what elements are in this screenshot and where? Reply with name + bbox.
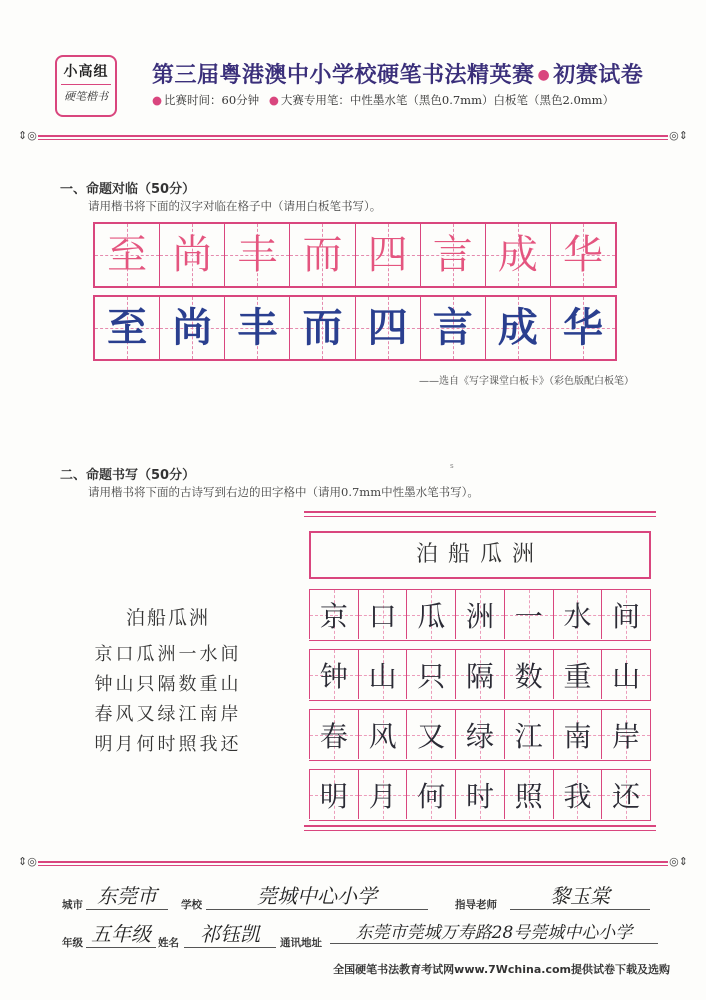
ornament-icon: ◎⇕ [669, 129, 688, 142]
section2-instructions: 请用楷书将下面的古诗写到右边的田字格中（请用0.7mm中性墨水笔书写）。 [88, 485, 479, 499]
written-char: 风 [368, 719, 397, 753]
tian-grid-cell [309, 590, 358, 639]
bullet-icon: ● [537, 67, 551, 83]
tian-grid-cell [486, 297, 551, 359]
written-char: 岸 [612, 719, 641, 753]
model-char: 四 [367, 232, 408, 278]
footer-note: 全国硬笔书法教育考试网www.7Wchina.com提供试卷下载及选购 [333, 963, 670, 976]
tian-grid-cell [225, 224, 290, 286]
written-char: 明 [319, 779, 348, 813]
model-char: 华 [562, 232, 603, 278]
tian-grid-cell [504, 770, 553, 819]
writing-row [309, 769, 651, 821]
model-char: 尚 [172, 232, 213, 278]
written-char: 数 [514, 659, 543, 693]
tian-grid-cell [421, 297, 486, 359]
page-title [152, 58, 643, 89]
tian-grid-cell [455, 710, 504, 759]
tian-grid-cell [358, 770, 407, 819]
model-chars-row [93, 222, 617, 288]
tian-grid-cell [486, 224, 551, 286]
city-field[interactable]: 东莞市 [86, 880, 168, 910]
written-char: 钟 [319, 659, 348, 693]
poem-line: 明月何时照我还 [94, 734, 242, 755]
exam-time: 比赛时间：60分钟 [164, 93, 260, 107]
model-char: 至 [107, 232, 148, 278]
writing-row [309, 709, 651, 761]
bullet-icon: ● [268, 93, 279, 107]
tian-grid-cell [309, 770, 358, 819]
tian-grid-cell [504, 710, 553, 759]
bullet-icon: ● [152, 93, 163, 107]
copied-char: 言 [432, 304, 473, 351]
tian-grid-cell [553, 650, 602, 699]
school-label: 学校 [181, 899, 202, 911]
writing-row [309, 649, 651, 701]
written-char: 山 [368, 659, 397, 693]
teacher-field[interactable]: 黎玉棠 [510, 880, 650, 910]
tian-grid-cell [455, 770, 504, 819]
written-char: 何 [417, 779, 446, 813]
written-char: 只 [417, 659, 446, 693]
written-char: 一 [514, 599, 543, 633]
written-char: 春 [319, 719, 348, 753]
written-char: 京 [319, 599, 348, 633]
tian-grid-cell [358, 650, 407, 699]
tian-grid-cell [421, 224, 486, 286]
tian-grid-cell [356, 297, 421, 359]
model-char: 而 [302, 232, 343, 278]
written-char: 重 [563, 659, 592, 693]
written-char: 间 [612, 599, 641, 633]
group-badge [55, 55, 117, 117]
poem-block [70, 603, 266, 760]
written-char: 还 [612, 779, 641, 813]
copied-char: 尚 [172, 304, 213, 351]
copied-char: 而 [302, 304, 343, 351]
badge-group-label: 小高组 [63, 64, 109, 80]
written-char: 口 [368, 599, 397, 633]
written-char: 隔 [466, 659, 495, 693]
header-divider [18, 129, 688, 144]
tian-grid-cell [160, 224, 225, 286]
tian-grid-cell [601, 710, 650, 759]
poem-line: 钟山只隔数重山 [94, 674, 242, 695]
poem-line: 京口瓜洲一水间 [94, 644, 242, 665]
address-label: 通讯地址 [280, 937, 322, 949]
copied-char: 成 [497, 304, 538, 351]
tian-grid-cell [551, 224, 615, 286]
written-char: 我 [563, 779, 592, 813]
written-char: 山 [612, 659, 641, 693]
poem-line: 春风又绿江南岸 [94, 704, 242, 725]
written-char: 又 [417, 719, 446, 753]
writing-area [304, 511, 656, 831]
model-char: 言 [432, 232, 473, 278]
tian-grid-cell [160, 297, 225, 359]
divider-line [38, 135, 668, 140]
tian-grid-cell [553, 770, 602, 819]
section2-title: 二、命题书写（50分） [60, 468, 196, 483]
divider-line [38, 861, 668, 866]
written-poem-title: 泊船瓜洲 [309, 531, 651, 579]
copied-char: 华 [562, 304, 603, 351]
badge-style-label: 硬笔楷书 [64, 90, 108, 103]
copied-chars-row [93, 295, 617, 361]
tian-grid-cell [290, 297, 355, 359]
tian-grid-cell [95, 224, 160, 286]
written-char: 南 [563, 719, 592, 753]
tian-grid-cell [309, 710, 358, 759]
name-label: 姓名 [158, 937, 179, 949]
tian-grid-cell [601, 590, 650, 639]
written-char: 洲 [466, 599, 495, 633]
section1-instructions: 请用楷书将下面的汉字对临在格子中（请用白板笔书写）。 [88, 199, 382, 213]
tian-grid-cell [225, 297, 290, 359]
teacher-label: 指导老师 [455, 899, 497, 911]
ornament-icon: ◎⇕ [669, 855, 688, 868]
tian-grid-cell [406, 650, 455, 699]
tian-grid-cell [356, 224, 421, 286]
tian-grid-cell [551, 297, 615, 359]
title-main: 第三届粤港澳中小学校硬笔书法精英赛 [152, 63, 535, 88]
badge-divider [61, 84, 111, 85]
ornament-icon: ⇕◎ [18, 129, 37, 142]
written-char: 瓜 [417, 599, 446, 633]
writing-row [309, 589, 651, 641]
title-tail: 初赛试卷 [553, 63, 644, 88]
tian-grid-cell [358, 710, 407, 759]
name-field[interactable]: 祁钰凯 [184, 918, 276, 948]
tian-grid-cell [290, 224, 355, 286]
tian-grid-cell [504, 650, 553, 699]
written-char: 照 [514, 779, 543, 813]
tian-grid-cell [455, 650, 504, 699]
section1-title: 一、命题对临（50分） [60, 182, 196, 197]
page-mark: s [450, 462, 454, 470]
exam-info [152, 92, 614, 108]
writing-bottom-border [304, 825, 656, 831]
model-char: 成 [497, 232, 538, 278]
tian-grid-cell [504, 590, 553, 639]
written-char: 水 [563, 599, 592, 633]
tian-grid-cell [406, 590, 455, 639]
tian-grid-cell [309, 650, 358, 699]
poem-title: 泊船瓜洲 [125, 607, 210, 629]
written-char: 月 [368, 779, 397, 813]
grade-label: 年级 [62, 937, 83, 949]
grade-field[interactable]: 五年级 [86, 918, 156, 948]
model-char: 丰 [237, 232, 278, 278]
tian-grid-cell [455, 590, 504, 639]
tian-grid-cell [553, 710, 602, 759]
exam-pens: 大赛专用笔：中性墨水笔（黑色0.7mm）白板笔（黑色2.0mm） [280, 93, 615, 107]
tian-grid-cell [601, 650, 650, 699]
school-field[interactable]: 莞城中心小学 [206, 880, 428, 910]
tian-grid-cell [406, 710, 455, 759]
copied-char: 至 [107, 304, 148, 351]
written-char: 江 [514, 719, 543, 753]
city-label: 城市 [62, 899, 83, 911]
ornament-icon: ⇕◎ [18, 855, 37, 868]
copied-char: 丰 [237, 304, 278, 351]
address-field[interactable]: 东莞市莞城万寿路28号莞城中心小学 [330, 918, 658, 944]
copied-char: 四 [367, 304, 408, 351]
written-char: 绿 [466, 719, 495, 753]
footer-divider [18, 855, 688, 870]
written-char: 时 [466, 779, 495, 813]
tian-grid-cell [358, 590, 407, 639]
tian-grid-cell [406, 770, 455, 819]
tian-grid-cell [601, 770, 650, 819]
source-citation: ——选自《写字课堂白板卡》（彩色版配白板笔） [419, 376, 634, 387]
writing-top-border [304, 511, 656, 517]
tian-grid-cell [95, 297, 160, 359]
tian-grid-cell [553, 590, 602, 639]
